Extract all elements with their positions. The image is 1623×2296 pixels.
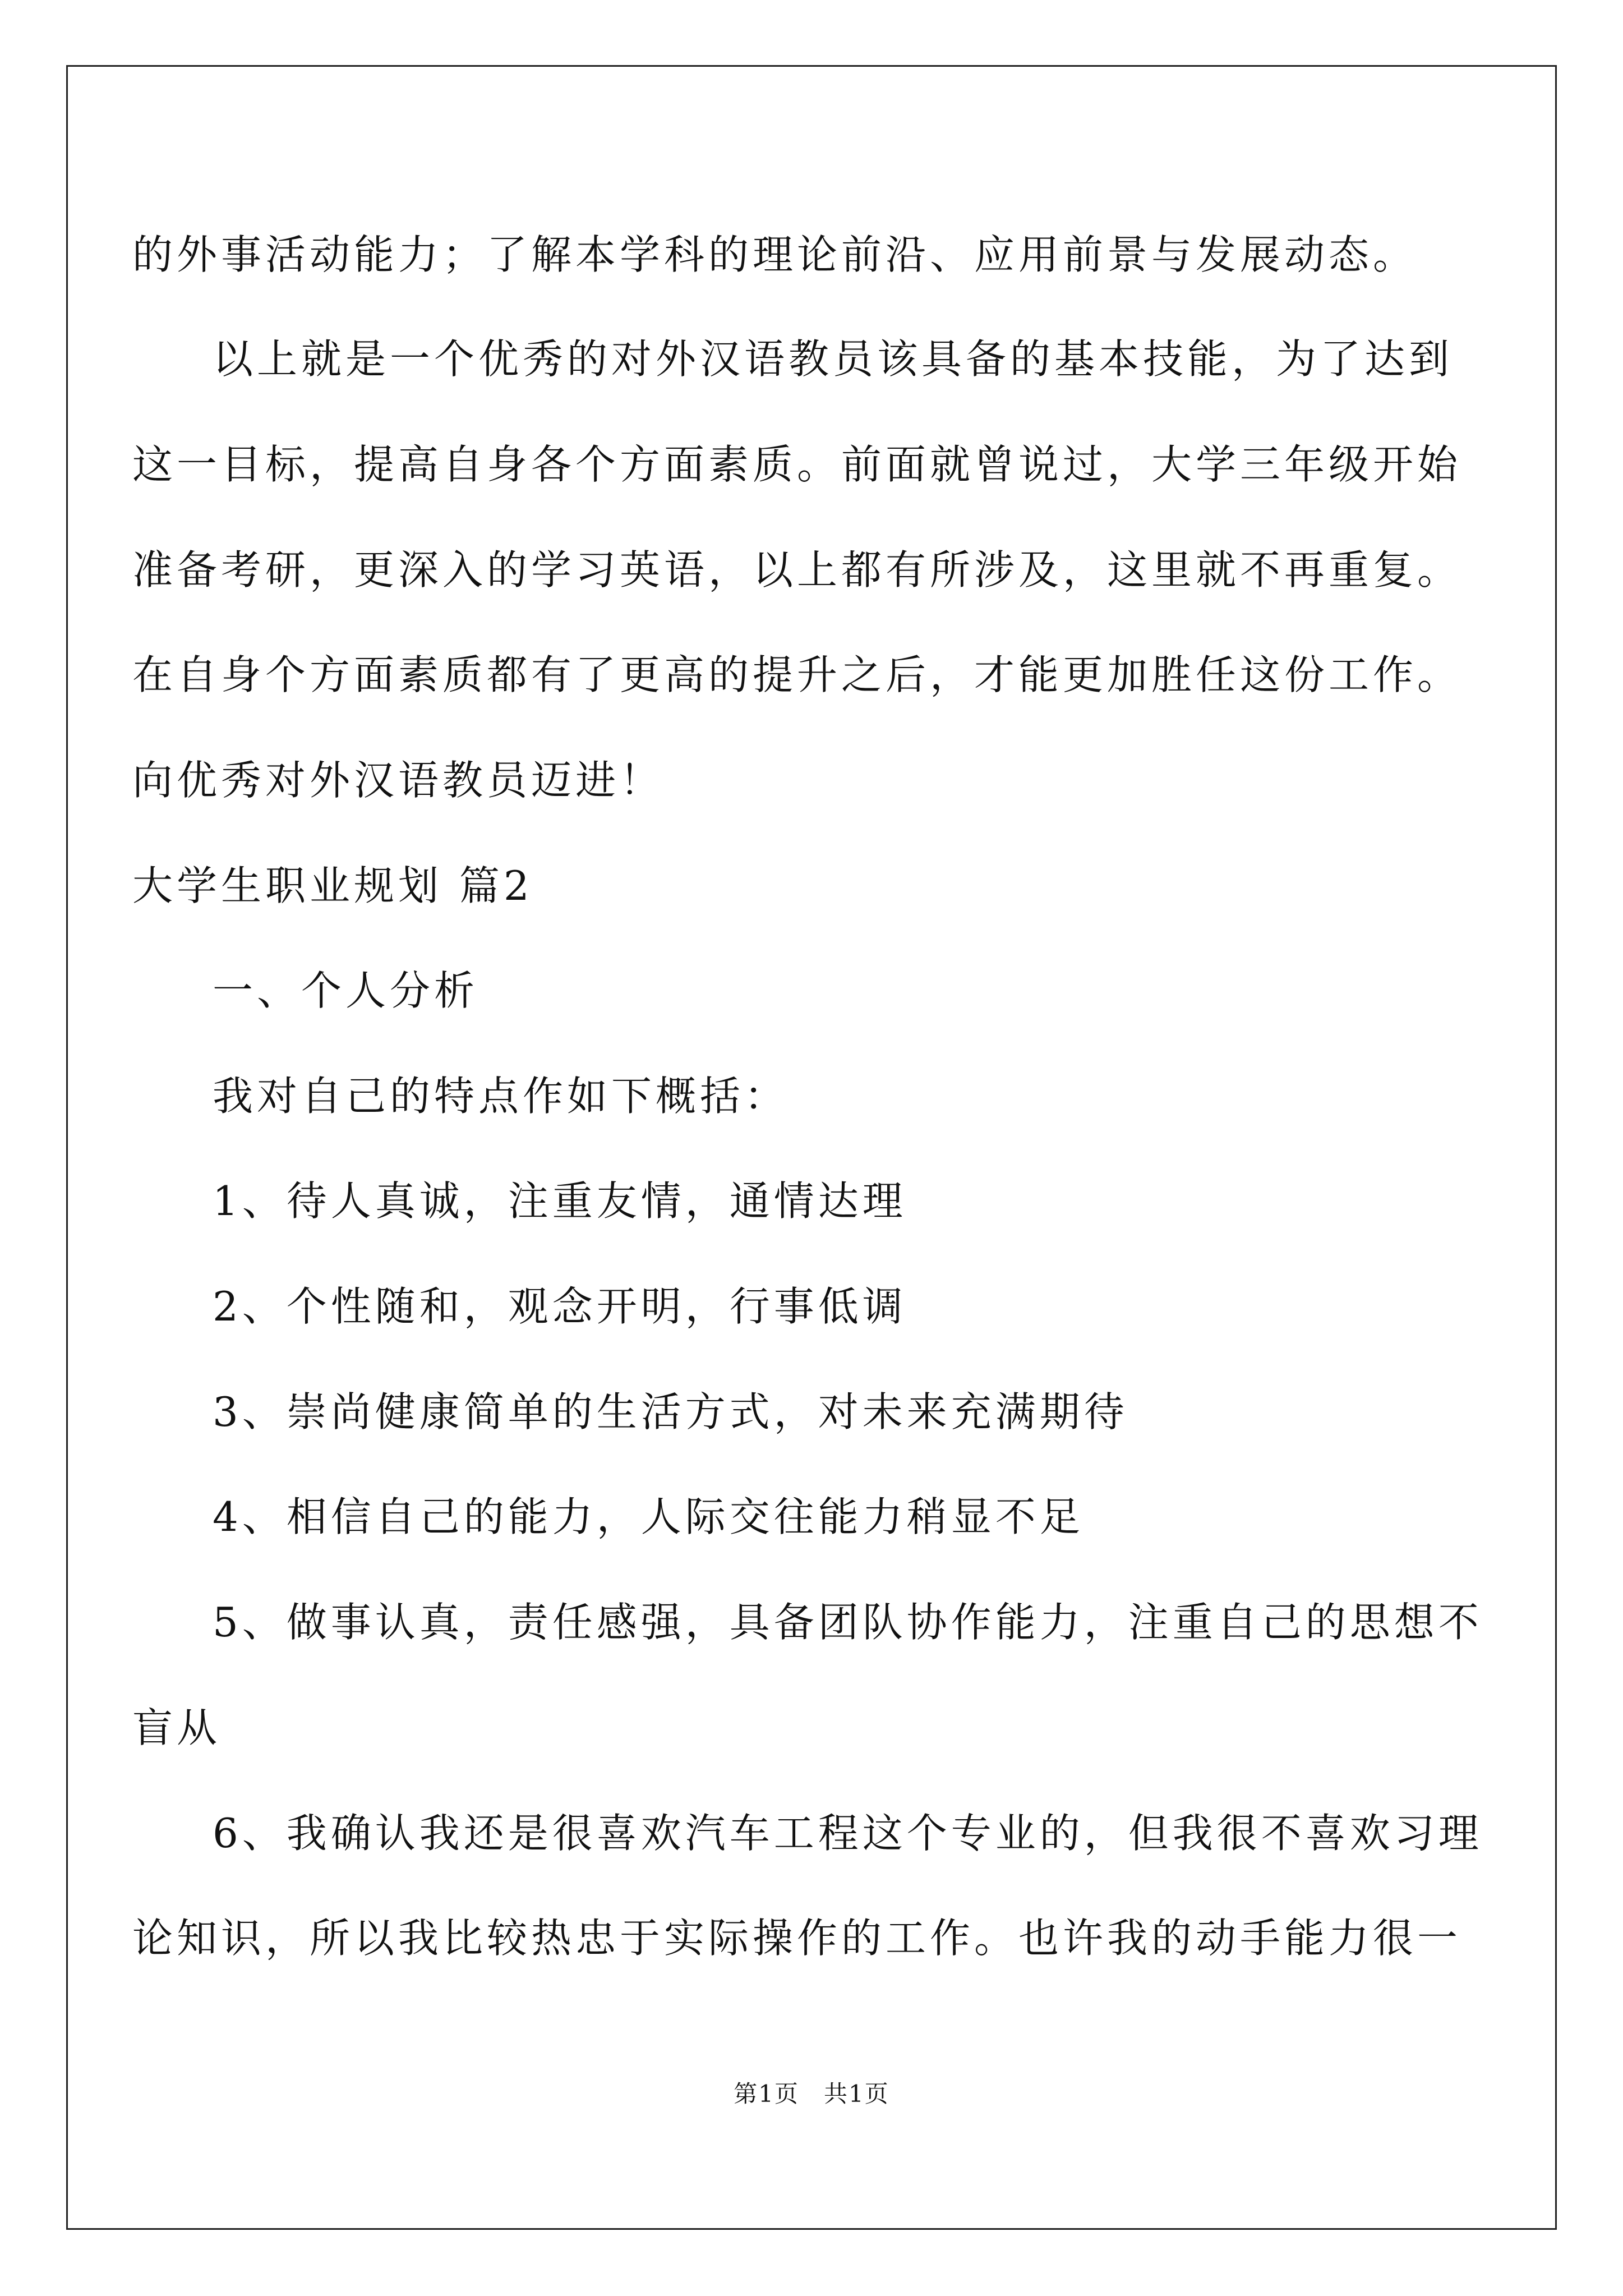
paragraph-line-3: 这一目标，提高自身各个方面素质。前面就曾说过，大学三年级开始 [132, 441, 1462, 488]
list-item-2: 2、个性随和，观念开明，行事低调 [213, 1283, 907, 1330]
list-item-1: 1、待人真诚，注重友情，通情达理 [213, 1177, 907, 1225]
list-item-6-continued: 论知识，所以我比较热忠于实际操作的工作。也许我的动手能力很一 [132, 1915, 1462, 1962]
section-heading: 大学生职业规划 篇2 [132, 862, 533, 909]
list-item-3: 3、崇尚健康简单的生活方式，对未来充满期待 [213, 1388, 1128, 1435]
paragraph-line-2: 以上就是一个优秀的对外汉语教员该具备的基本技能，为了达到 [213, 335, 1454, 383]
paragraph-line-6: 向优秀对外汉语教员迈进！ [132, 757, 665, 804]
list-item-5-continued: 盲从 [132, 1704, 222, 1751]
page-number-footer: 第1页 共1页 [734, 2080, 889, 2108]
list-item-5: 5、做事认真，责任感强，具备团队协作能力，注重自己的思想不 [213, 1599, 1483, 1646]
paragraph-line-5: 在自身个方面素质都有了更高的提升之后，才能更加胜任这份工作。 [132, 651, 1462, 698]
list-item-6: 6、我确认我还是很喜欢汽车工程这个专业的，但我很不喜欢习理 [213, 1810, 1483, 1857]
paragraph-line-4: 准备考研，更深入的学习英语，以上都有所涉及，这里就不再重复。 [132, 546, 1462, 593]
subsection-heading: 一、个人分析 [213, 967, 479, 1014]
paragraph-line-1: 的外事活动能力；了解本学科的理论前沿、应用前景与发展动态。 [132, 231, 1418, 278]
paragraph-line-7: 我对自己的特点作如下概括： [213, 1073, 789, 1120]
list-item-4: 4、相信自己的能力，人际交往能力稍显不足 [213, 1493, 1084, 1540]
page-border [66, 65, 1557, 2230]
